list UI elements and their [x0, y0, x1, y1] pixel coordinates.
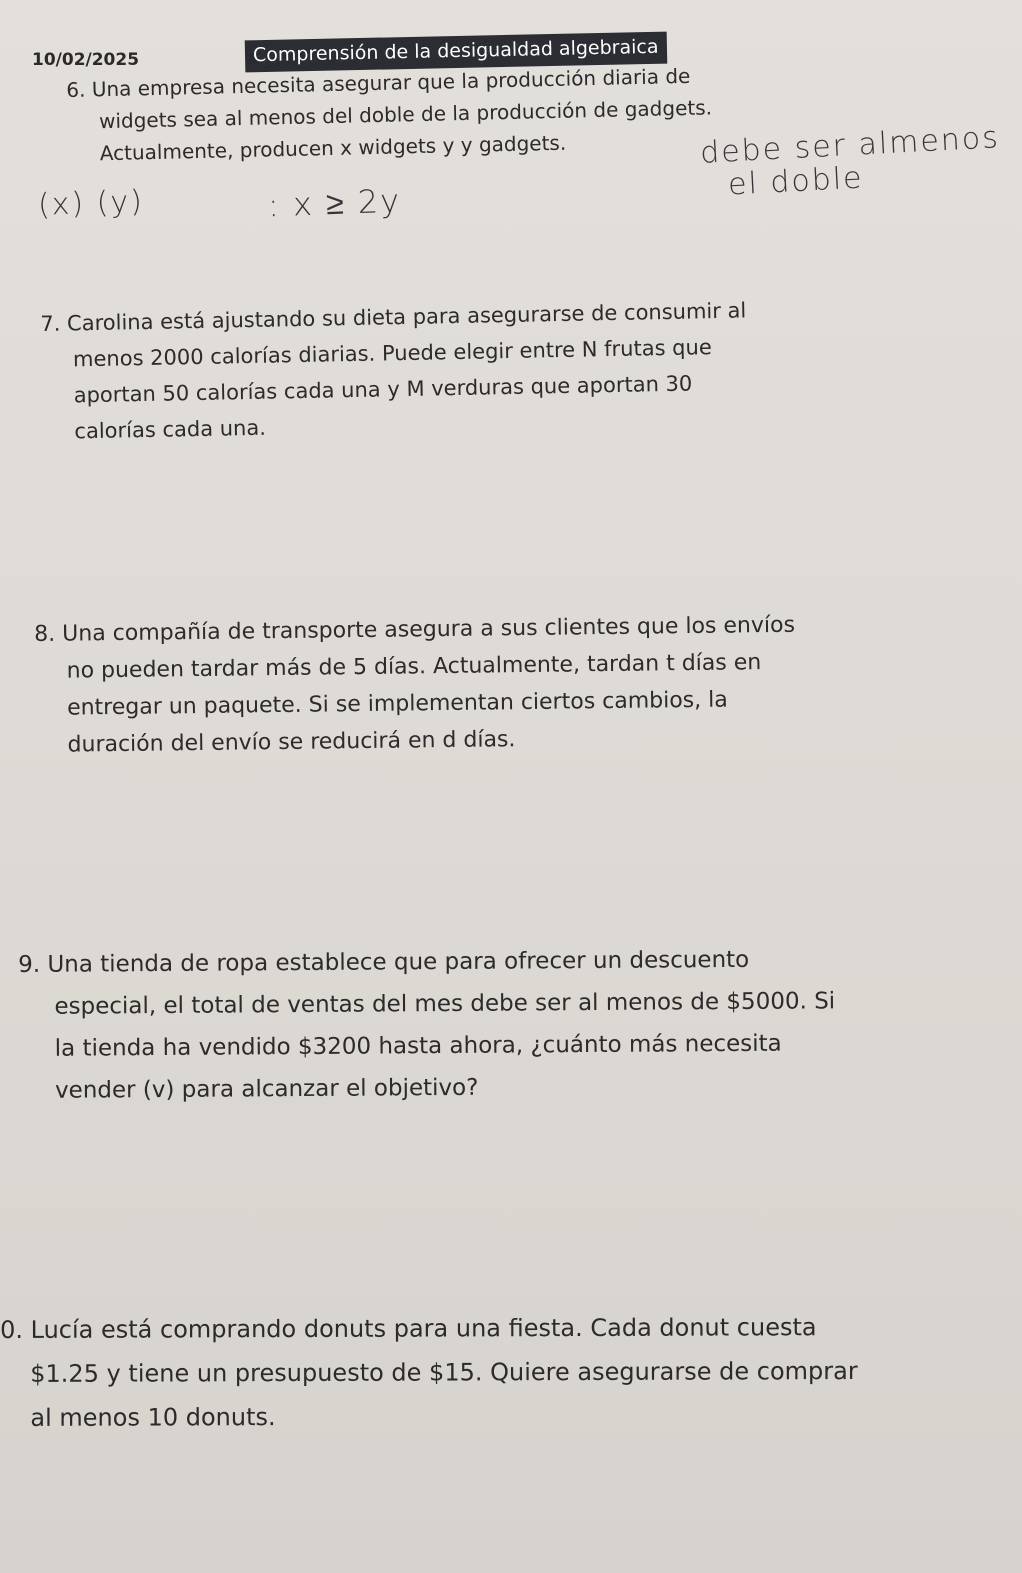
question-line: vender (v) para alcanzar el objetivo?: [54, 1074, 479, 1104]
handwritten-note: debe ser almenos: [699, 120, 1001, 171]
question-10: [0, 1305, 858, 1440]
question-line: no pueden tardar más de 5 días. Actualmente, tardan t días en: [66, 650, 762, 684]
handwritten-note: el doble: [727, 160, 865, 203]
question-7: [40, 292, 749, 450]
question-line: 7. Carolina está ajustando su dieta para asegurarse de consumir al: [40, 298, 747, 336]
question-line: 0. Lucía está comprando donuts para una fiesta. Cada donut cuesta: [0, 1313, 817, 1344]
question-8: [34, 607, 797, 764]
question-9: [18, 938, 836, 1112]
question-line: 6. Una empresa necesita asegurar que la producción diaria de: [66, 63, 691, 102]
question-line: aportan 50 calorías cada una y M verduras que aportan 30: [73, 371, 693, 408]
question-line: menos 2000 calorías diarias. Puede elegir entre N frutas que: [72, 335, 712, 372]
question-line: widgets sea al menos del doble de la producción de gadgets.: [98, 95, 713, 134]
question-line: calorías cada una.: [74, 415, 267, 444]
question-line: entregar un paquete. Si se implementan ciertos cambios, la: [66, 687, 728, 721]
question-line: al menos 10 donuts.: [30, 1403, 276, 1432]
question-line: duración del envío se reducirá en d días.: [67, 727, 516, 758]
question-line: 8. Una compañía de transporte asegura a sus clientes que los envíos: [34, 612, 796, 647]
date: 10/02/2025: [32, 50, 140, 70]
question-line: especial, el total de ventas del mes debe ser al menos de $5000. Si: [54, 988, 836, 1020]
worksheet-title: Comprensión de la desigualdad algebraica: [245, 32, 667, 73]
question-line: $1.25 y tiene un presupuesto de $15. Quiere asegurarse de comprar: [30, 1357, 858, 1388]
question-line: 9. Una tienda de ropa establece que para ofrecer un descuento: [18, 946, 750, 978]
question-line: la tienda ha vendido $3200 hasta ahora, ¿cuánto más necesita: [54, 1030, 782, 1062]
handwritten-inequality: : x ≥ 2y: [267, 181, 402, 225]
question-6: [66, 59, 713, 170]
question-line: Actualmente, producen x widgets y y gadgets.: [99, 130, 567, 166]
handwritten-variables: (x) (y): [37, 184, 145, 223]
